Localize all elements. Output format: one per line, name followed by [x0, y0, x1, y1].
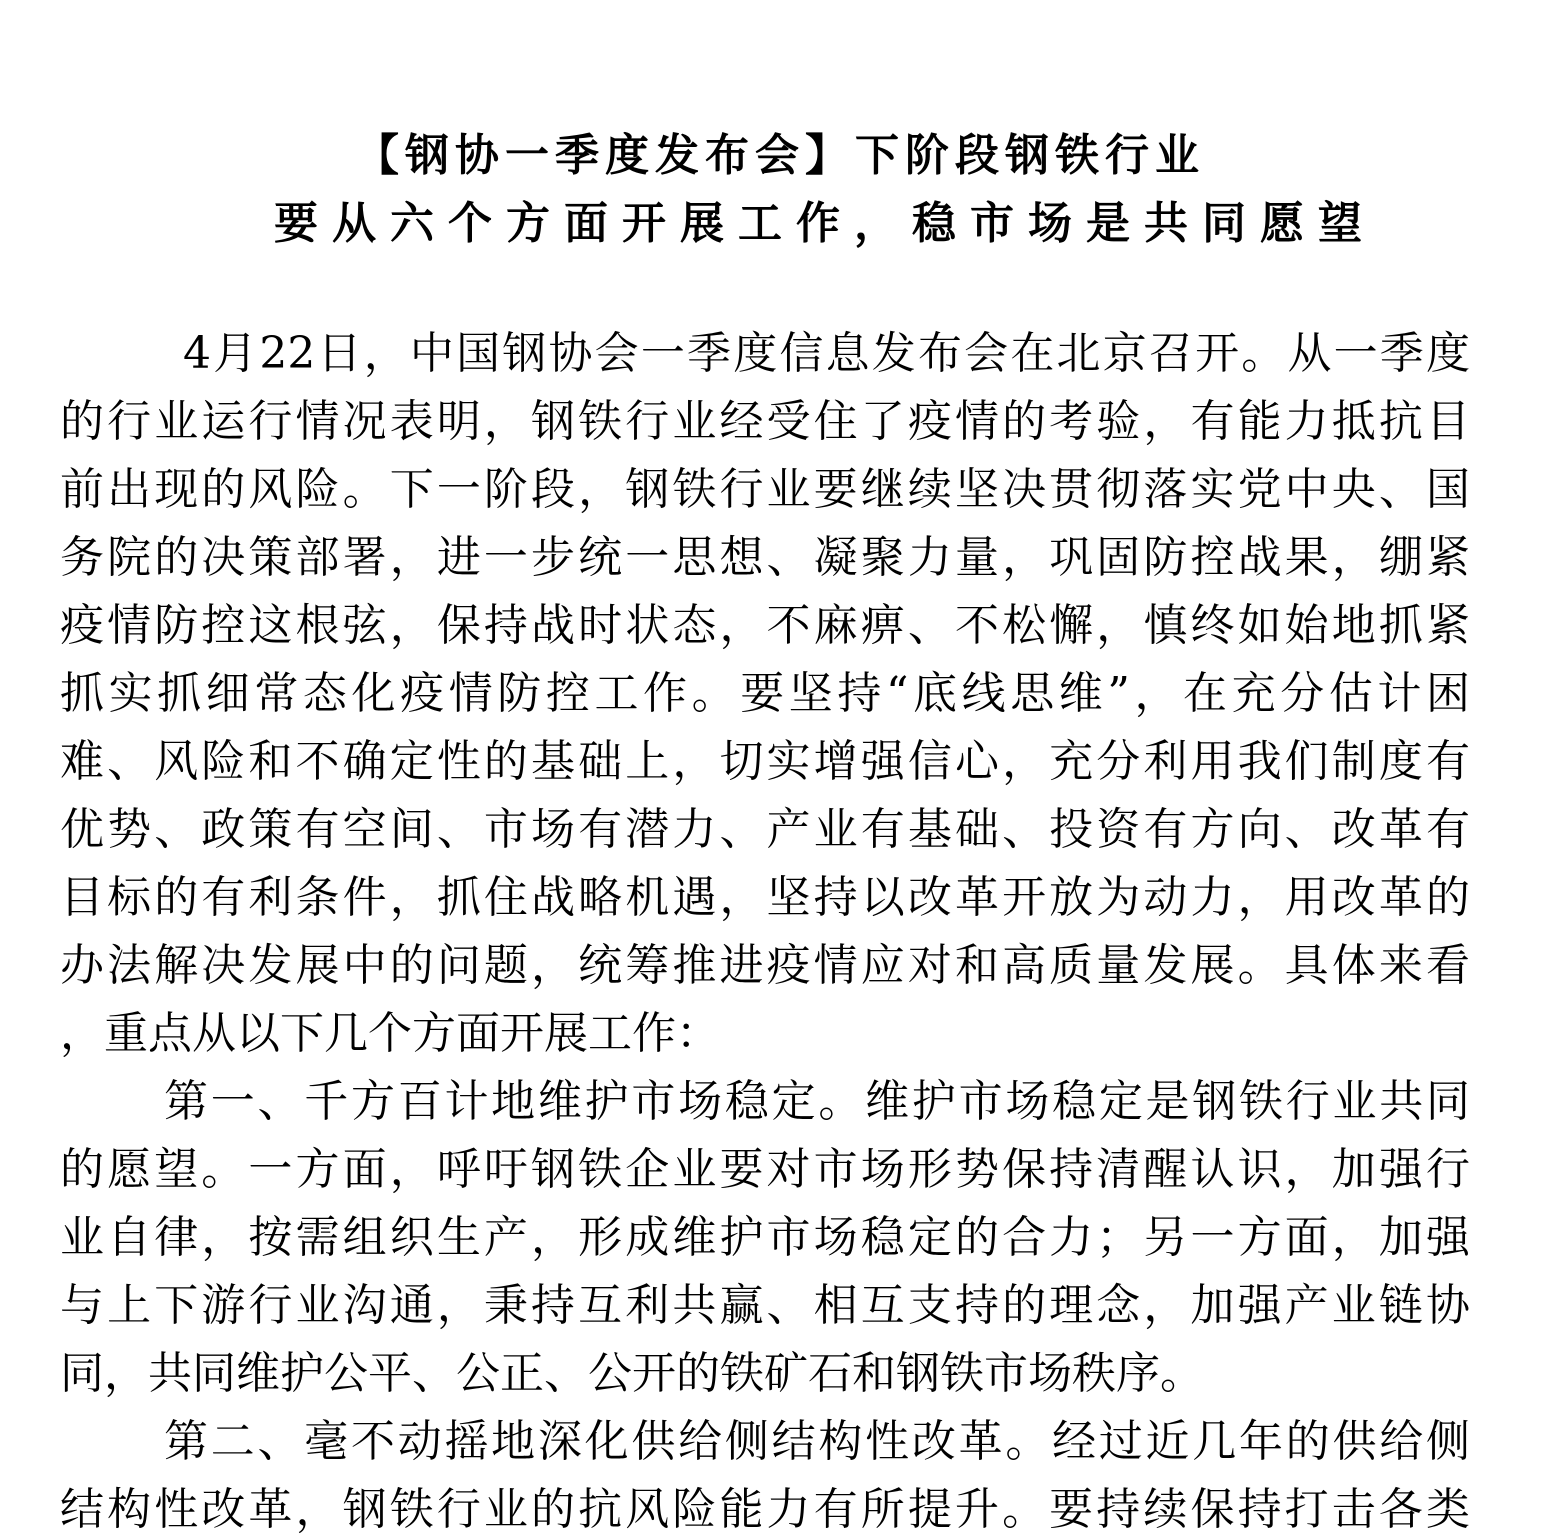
text-line: 4月22日，中国钢协会一季度信息发布会在北京召开。从一季度	[183, 328, 1470, 379]
document-body	[60, 320, 1470, 1536]
text-line: 的愿望。一方面，呼吁钢铁企业要对市场形势保持清醒认识，加强行	[60, 1144, 1470, 1195]
text-line: 的行业运行情况表明，钢铁行业经受住了疫情的考验，有能力抵抗目	[60, 396, 1470, 447]
text-line: 前出现的风险。下一阶段，钢铁行业要继续坚决贯彻落实党中央、国	[60, 464, 1470, 515]
text-line: 第二、毫不动摇地深化供给侧结构性改革。经过近几年的供给侧	[164, 1416, 1470, 1467]
text-line: 优势、政策有空间、市场有潜力、产业有基础、投资有方向、改革有	[60, 804, 1470, 855]
title-line-2: 要从六个方面开展工作，稳市场是共同愿望	[274, 198, 1376, 249]
text-line: 务院的决策部署，进一步统一思想、凝聚力量，巩固防控战果，绷紧	[60, 532, 1470, 583]
text-line: 难、风险和不确定性的基础上，切实增强信心，充分利用我们制度有	[60, 736, 1470, 787]
text-line: 疫情防控这根弦，保持战时状态，不麻痹、不松懈，慎终如始地抓紧	[60, 600, 1470, 651]
text-line: 业自律，按需组织生产，形成维护市场稳定的合力；另一方面，加强	[60, 1212, 1470, 1263]
text-line: 办法解决发展中的问题，统筹推进疫情应对和高质量发展。具体来看	[60, 940, 1470, 991]
title-line-1: 【钢协一季度发布会】下阶段钢铁行业	[355, 130, 1205, 181]
text-line: 结构性改革，钢铁行业的抗风险能力有所提升。要持续保持打击各类	[60, 1484, 1470, 1535]
text-line: 目标的有利条件，抓住战略机遇，坚持以改革开放为动力，用改革的	[60, 872, 1470, 923]
text-line: 第一、千方百计地维护市场稳定。维护市场稳定是钢铁行业共同	[164, 1076, 1470, 1127]
text-line: 与上下游行业沟通，秉持互利共赢、相互支持的理念，加强产业链协	[60, 1280, 1470, 1331]
text-line: 抓实抓细常态化疫情防控工作。要坚持“底线思维”，在充分估计困	[60, 668, 1470, 719]
document-title	[0, 122, 1560, 258]
text-line: 同，共同维护公平、公正、公开的铁矿石和钢铁市场秩序。	[60, 1348, 1204, 1399]
text-line: ，重点从以下几个方面开展工作：	[60, 1008, 720, 1059]
